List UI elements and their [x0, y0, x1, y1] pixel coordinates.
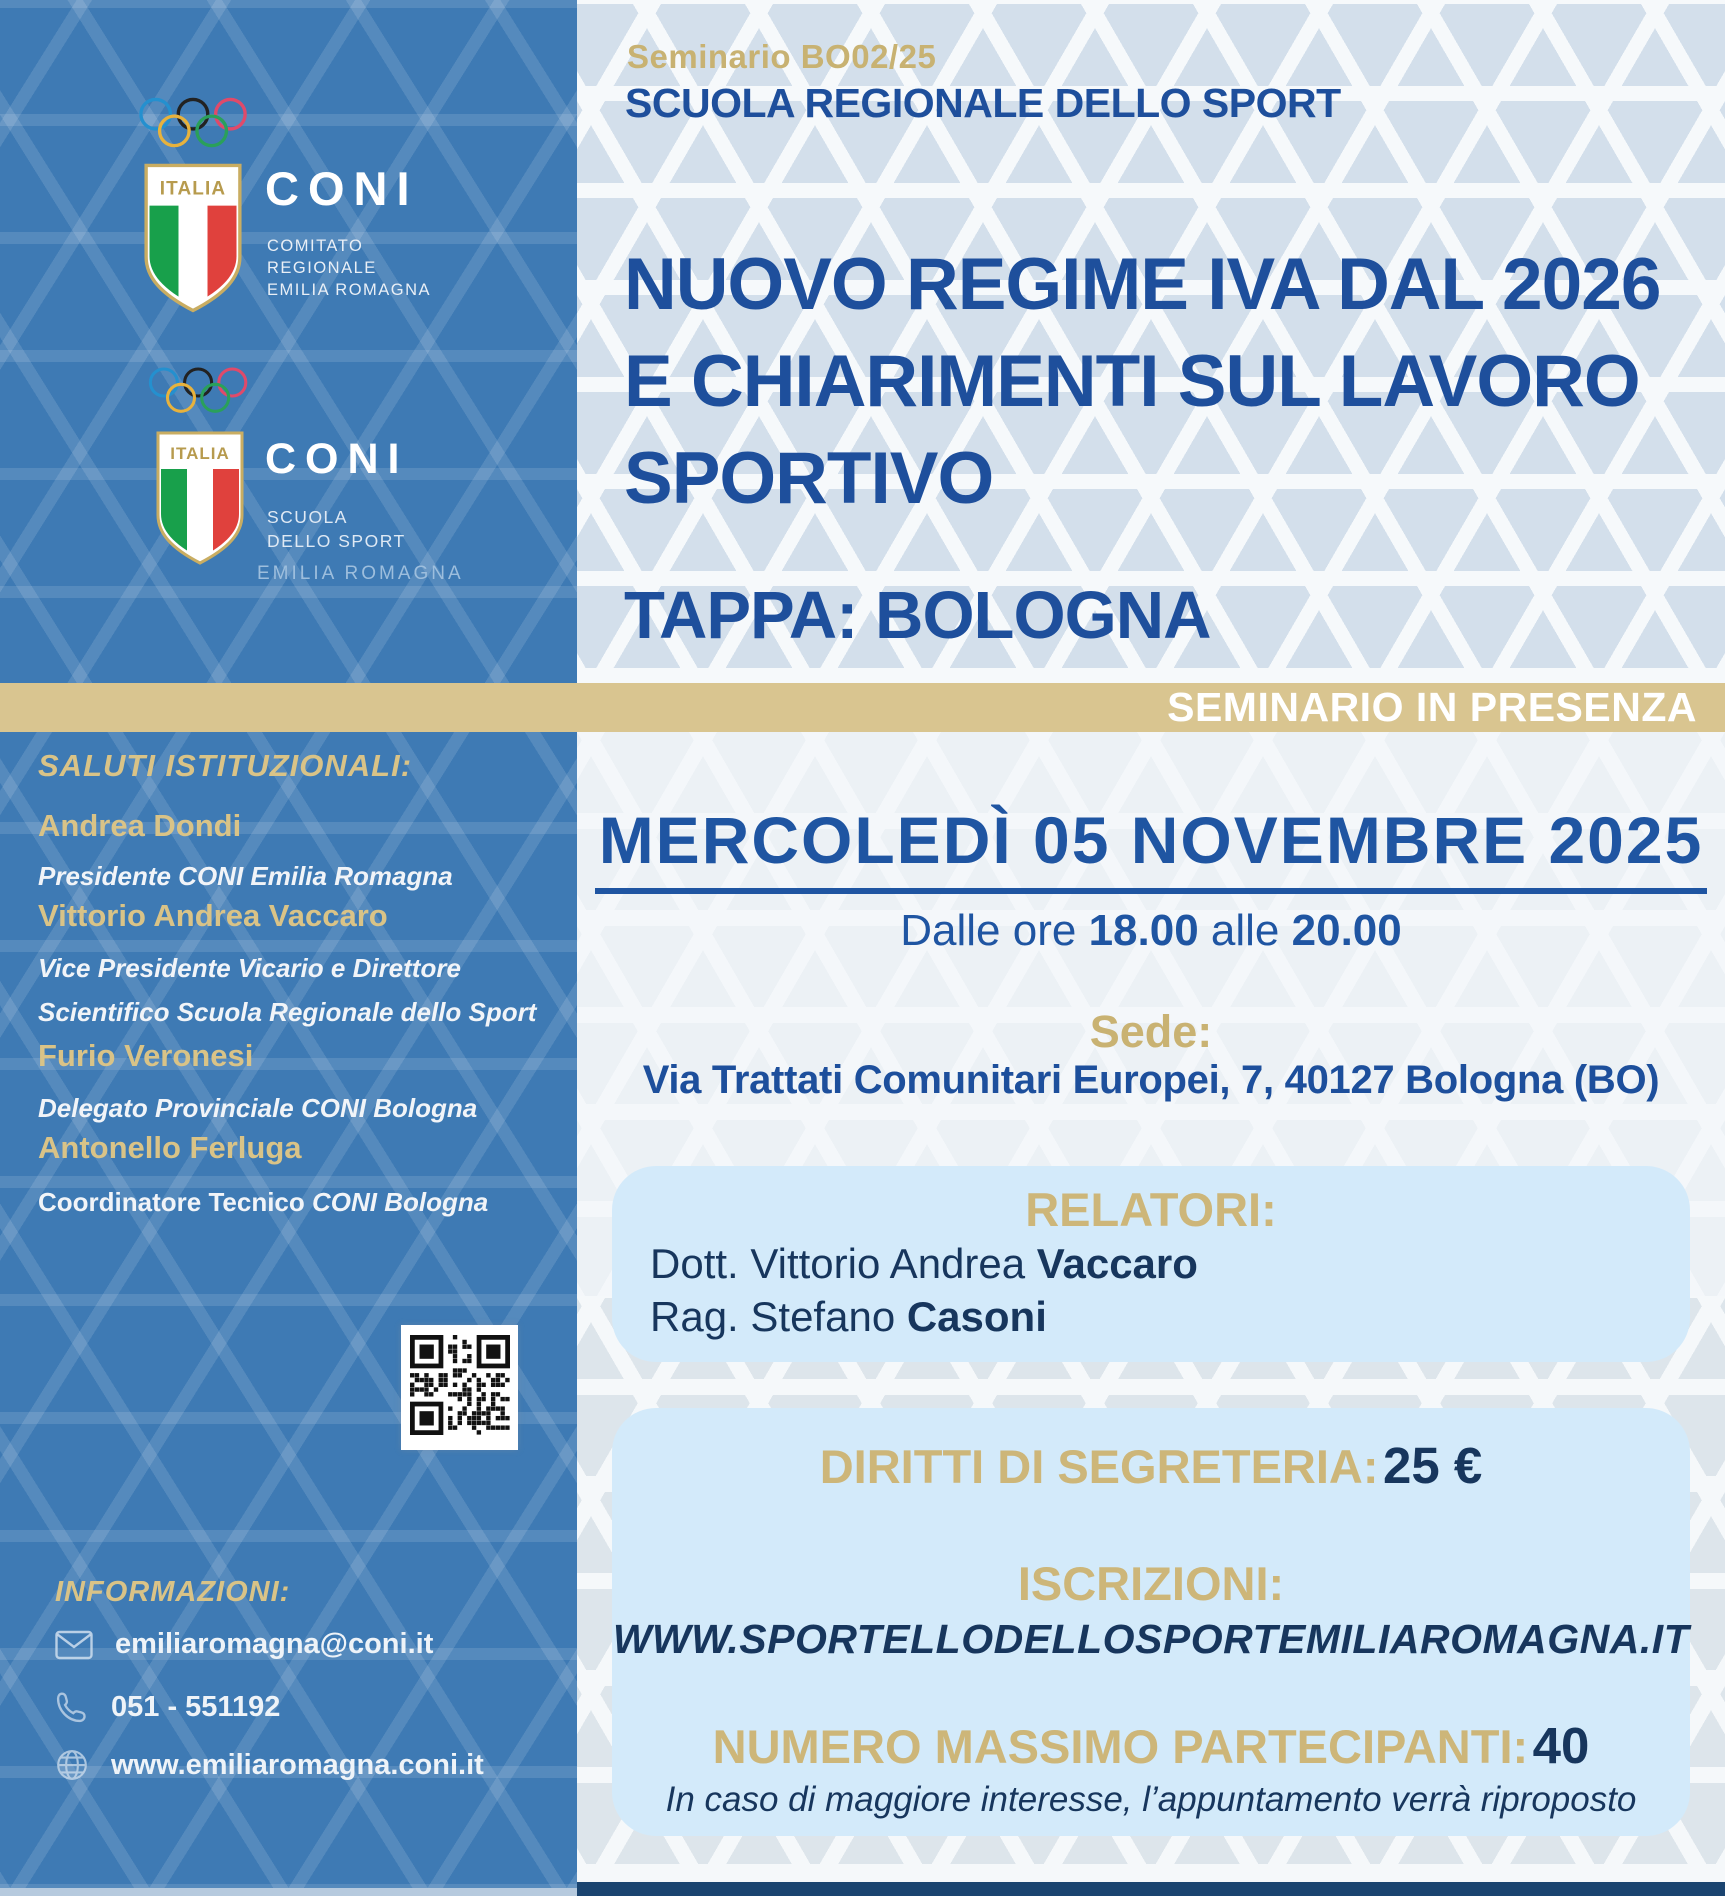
greetings-title: SALUTI ISTITUZIONALI:: [38, 748, 413, 783]
registration-url: WWW.SPORTELLODELLOSPORTEMILIAROMAGNA.IT: [612, 1616, 1690, 1662]
coni-wordmark: CONI: [265, 435, 409, 483]
details-box: [612, 1408, 1690, 1836]
title-line-1: NUOVO REGIME IVA DAL 2026: [624, 244, 1661, 325]
page-title: [624, 236, 1661, 527]
venue-address: Via Trattati Comunitari Europei, 7, 40127 Bologna (BO): [642, 1058, 1660, 1102]
speaker-item: Rag. Stefano Casoni: [650, 1293, 1047, 1340]
event-time: Dalle ore 18.00 alle 20.00: [900, 906, 1402, 955]
event-date: MERCOLEDÌ 05 NOVEMBRE 2025: [577, 802, 1725, 894]
title-line-3: SPORTIVO: [624, 438, 994, 519]
shield-italia-label: ITALIA: [159, 178, 227, 200]
participants-line: NUMERO MASSIMO PARTECIPANTI: 40: [712, 1717, 1590, 1774]
region-caption: EMILIA ROMAGNA: [257, 563, 464, 584]
contact-phone-row: [55, 1690, 280, 1724]
stage-label: TAPPA: BOLOGNA: [624, 578, 1211, 653]
italia-shield-icon: [137, 161, 249, 315]
coni-scuola-sublabel: SCUOLA DELLO SPORT: [267, 507, 406, 551]
bottom-strip-light: [0, 1888, 577, 1896]
person-name: Furio Veronesi: [38, 1038, 254, 1073]
school-name: SCUOLA REGIONALE DELLO SPORT: [625, 80, 1341, 126]
person-name: Antonello Ferluga: [38, 1130, 302, 1165]
speakers-box: [612, 1166, 1690, 1362]
phone-icon: [55, 1690, 89, 1724]
seminar-code: Seminario BO02/25: [627, 38, 937, 75]
bottom-strip-navy: [577, 1882, 1725, 1896]
contact-website-row: [55, 1748, 484, 1782]
info-title: INFORMAZIONI:: [55, 1576, 291, 1608]
sidebar: [0, 0, 577, 1896]
registration-label: ISCRIZIONI:: [1017, 1557, 1285, 1610]
person-role: Coordinatore Tecnico CONI Bologna: [38, 1187, 489, 1217]
person-name: Vittorio Andrea Vaccaro: [38, 898, 388, 933]
speakers-title: RELATORI:: [1025, 1183, 1277, 1236]
person-role: Presidente CONI Emilia Romagna: [38, 861, 453, 891]
olympic-rings-icon: [145, 365, 253, 418]
italia-shield-icon: [150, 429, 250, 567]
person-role: Vice Presidente Vicario e Direttore Scientifico Scuola Regionale dello Sport: [38, 953, 537, 1027]
title-line-2: E CHIARIMENTI SUL LAVORO: [624, 341, 1640, 422]
contact-phone: 051 - 551192: [111, 1690, 281, 1723]
seminar-mode-banner: SEMINARIO IN PRESENZA: [0, 683, 1725, 732]
participants-note: In caso di maggiore interesse, l’appuntamento verrà riproposto: [665, 1780, 1637, 1819]
envelope-icon: [55, 1630, 93, 1660]
qr-code: [401, 1325, 518, 1450]
fee-line: DIRITTI DI SEGRETERIA: 25 €: [819, 1437, 1483, 1494]
person-role: Delegato Provinciale CONI Bologna: [38, 1093, 478, 1123]
contact-website: www.emiliaromagna.coni.it: [111, 1748, 484, 1781]
contact-email: emiliaromagna@coni.it: [115, 1628, 434, 1660]
speaker-item: Dott. Vittorio Andrea Vaccaro: [650, 1240, 1198, 1287]
coni-regionale-logo: [135, 95, 495, 330]
person-name: Andrea Dondi: [38, 808, 242, 843]
olympic-rings-icon: [135, 95, 253, 153]
globe-icon: [55, 1748, 89, 1782]
coni-wordmark: CONI: [265, 162, 419, 215]
contact-email-row: [55, 1628, 433, 1661]
shield-italia-label: ITALIA: [170, 444, 230, 463]
coni-regionale-sublabel: COMITATO REGIONALE EMILIA ROMAGNA: [267, 237, 432, 299]
venue-label: Sede:: [1089, 1006, 1213, 1057]
